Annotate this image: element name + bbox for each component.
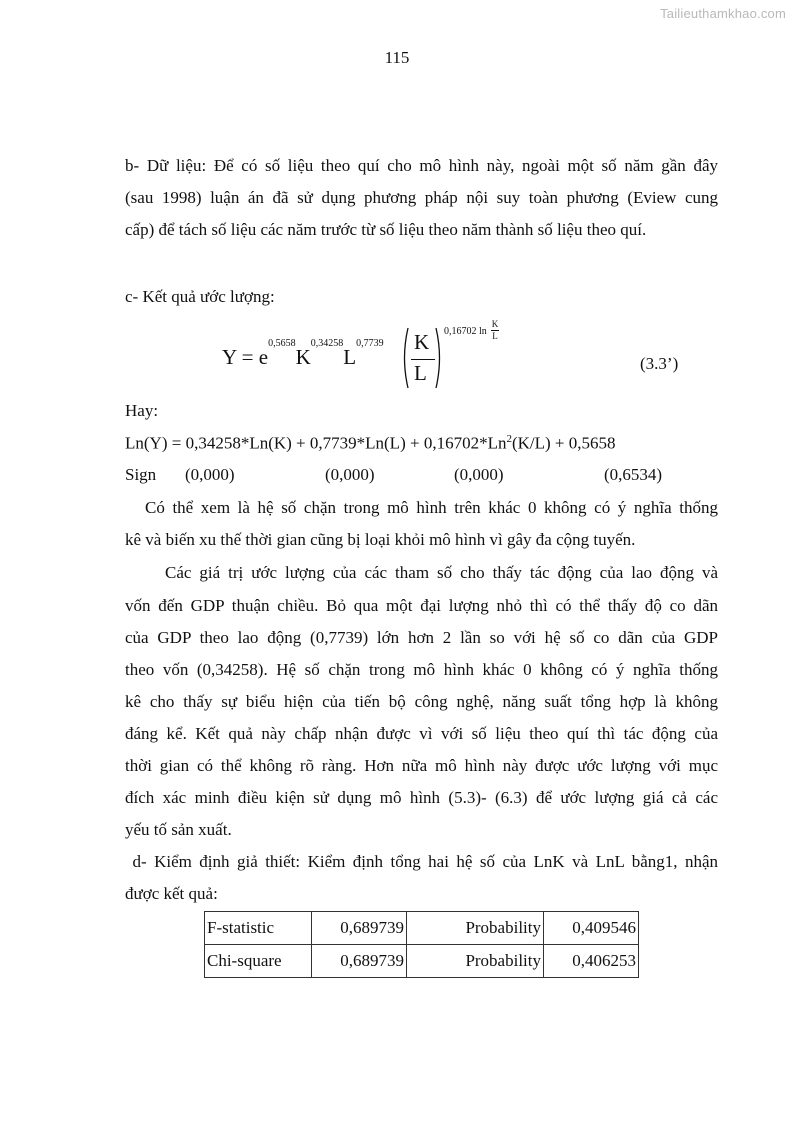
hay-label: Hay: xyxy=(125,401,159,420)
prob-value: 0,406253 xyxy=(544,945,639,978)
test-value: 0,689739 xyxy=(312,945,407,978)
sign-label: Sign xyxy=(125,465,157,484)
left-paren-icon xyxy=(400,326,410,390)
test-results-table xyxy=(204,911,639,978)
para-2-line-9: yếu tố sản xuất. xyxy=(125,820,232,839)
sign-value-3: (0,000) xyxy=(454,465,504,484)
para-2-line-6: đáng kể. Kết quả này chấp nhận được vì với số liệu theo quí thì tác động của xyxy=(125,724,718,743)
equation-base xyxy=(222,338,384,370)
ln-equation xyxy=(125,433,616,454)
para-2-line-1: Các giá trị ước lượng của các tham số cho thấy tác động của lao động và xyxy=(165,563,718,582)
frac-denominator: L xyxy=(414,361,427,385)
para-2-line-2: vốn đến GDP thuận chiều. Bỏ qua một đại lượng nhỏ thì có thể thấy độ co dãn xyxy=(125,596,718,615)
test-name: Chi-square xyxy=(205,945,312,978)
prob-label: Probability xyxy=(407,912,544,945)
small-frac-num: K xyxy=(491,319,499,329)
sign-value-2: (0,000) xyxy=(325,465,375,484)
para-2-line-4: theo vốn (0,34258). Hệ số chặn trong mô hình khác 0 không có ý nghĩa thống xyxy=(125,660,718,679)
eq-lhs: Y = e xyxy=(222,345,269,369)
outer-exponent-fraction xyxy=(490,319,500,341)
para-b-line-3: cấp) để tách số liệu các năm trước từ số liệu theo năm thành số liệu theo quí. xyxy=(125,220,647,239)
para-2-line-3: của GDP theo lao động (0,7739) lớn hơn 2 lần so với hệ số co dãn của GDP xyxy=(125,628,718,647)
prob-label: Probability xyxy=(407,945,544,978)
para-1-line-2: kê và biến xu thế thời gian cũng bị loại khỏi mô hình vì gây đa cộng tuyến. xyxy=(125,530,636,549)
sign-value-1: (0,000) xyxy=(185,465,235,484)
eq-k: K xyxy=(295,345,311,369)
frac-numerator: K xyxy=(414,330,430,354)
frac-line xyxy=(411,359,435,360)
table-row xyxy=(205,912,639,945)
eq-exp-const: 0,5658 xyxy=(268,338,296,349)
ln-eq-part-b: (K/L) + 0,5658 xyxy=(511,433,616,453)
para-2-line-7: thời gian có thể không rõ ràng. Hơn nữa mô hình này được ước lượng với mục xyxy=(125,756,718,775)
equation-3-3 xyxy=(222,318,542,398)
para-2-line-8: đích xác minh điều kiện sử dụng mô hình (5.3)- (6.3) để ước lượng giá cả các xyxy=(125,788,718,807)
watermark: Tailieuthamkhao.com xyxy=(660,6,786,21)
test-value: 0,689739 xyxy=(312,912,407,945)
small-frac-den: L xyxy=(492,331,498,341)
ln-eq-part-a: Ln(Y) = 0,34258*Ln(K) + 0,7739*Ln(L) + 0,16702*Ln xyxy=(125,433,507,453)
para-b-line-2: (sau 1998) luận án đã sử dụng phương pháp nội suy toàn phương (Eview cung xyxy=(125,188,718,207)
para-b-line-1: b- Dữ liệu: Để có số liệu theo quí cho mô hình này, ngoài một số năm gần đây xyxy=(125,156,718,175)
test-name: F-statistic xyxy=(205,912,312,945)
section-c-heading: c- Kết quả ước lượng: xyxy=(125,287,275,306)
eq-l: L xyxy=(343,345,357,369)
eq-exp-k: 0,34258 xyxy=(310,338,344,349)
ln-eq-sup: 2 xyxy=(506,433,512,445)
para-d-line-1: d- Kiểm định giả thiết: Kiểm định tổng hai hệ số của LnK và LnL bằng1, nhận xyxy=(125,852,718,871)
prob-value: 0,409546 xyxy=(544,912,639,945)
page-number: 115 xyxy=(384,48,410,67)
sign-value-4: (0,6534) xyxy=(604,465,663,484)
eq-exp-l: 0,7739 xyxy=(356,338,384,349)
para-d-line-2: được kết quả: xyxy=(125,884,218,903)
table-row xyxy=(205,945,639,978)
outer-exponent: 0,16702 ln xyxy=(444,326,487,337)
sign-row xyxy=(125,465,718,485)
para-2-line-5: kê cho thấy sự biểu hiện của tiến bộ công nghệ, năng suất tổng hợp là không xyxy=(125,692,718,711)
right-paren-icon xyxy=(434,326,444,390)
equation-label: (3.3’) xyxy=(640,354,679,373)
para-1-line-1: Có thể xem là hệ số chặn trong mô hình trên khác 0 không có ý nghĩa thống xyxy=(145,498,718,517)
